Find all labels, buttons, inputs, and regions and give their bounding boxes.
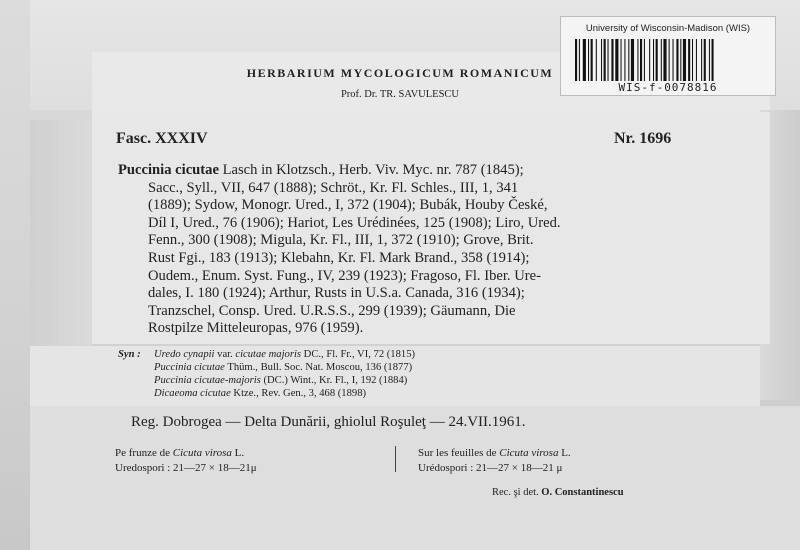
professor-name: Prof. Dr. TR. SAVULESCU: [340, 89, 460, 100]
synonym-row: Syn : Uredo cynapii var. cicutae majoris DC., Fl. Fr., VI, 72 (1815): [118, 349, 416, 360]
citation-line: dales, I. 180 (1924); Arthur, Rusts in U.S.a. Canada, 316 (1934);: [148, 285, 525, 302]
citation-line: Sacc., Syll., VII, 647 (1888); Schröt., Kr. Fl. Schles., III, 1, 341: [148, 179, 519, 196]
citation-line: Fenn., 300 (1908); Migula, Kr. Fl., III, 1, 372 (1910); Grove, Brit.: [148, 232, 534, 249]
synonym-list: [118, 348, 415, 400]
species-name: Puccinia cicutae: [118, 162, 219, 178]
synonym-row: Puccinia cicutae-majoris (DC.) Wint., Kr. Fl., I, 192 (1884): [154, 375, 408, 386]
specimen-number: Nr. 1696: [614, 130, 672, 147]
citation-line: Oudem., Enum. Syst. Fung., IV, 239 (1923); Fragoso, Fl. Iber. Ure-: [148, 267, 541, 284]
host-romanian: Pe frunze de Cicuta virosa L.: [115, 447, 245, 459]
barcode-number: WIS-f-0078816: [618, 81, 718, 94]
citation-line: Puccinia cicutae Lasch in Klotzsch., Herb. Viv. Myc. nr. 787 (1845);: [118, 162, 524, 178]
collector: Rec. şi det. O. Constantinescu: [492, 487, 624, 498]
citation-block: [118, 162, 678, 338]
fascicle-number: Fasc. XXXIV: [116, 130, 208, 147]
synonym-label: Syn :: [118, 349, 141, 360]
citation-line: Rostpilze Mitteleuropas, 976 (1959).: [148, 320, 364, 337]
uredospore-romanian: Uredospori : 21—27 × 18—21μ: [115, 462, 257, 474]
column-divider: [395, 446, 396, 472]
synonym-row: Dicaeoma cicutae Ktze., Rev. Gen., 3, 468 (1898): [154, 388, 367, 399]
synonym-row: Puccinia cicutae Thüm., Bull. Soc. Nat. Moscou, 136 (1877): [154, 362, 413, 373]
locality: Reg. Dobrogea — Delta Dunării, ghiolul Roşuleţ — 24.VII.1961.: [131, 414, 526, 430]
barcode-label: [560, 16, 776, 96]
citation-line: (1889); Sydow, Monogr. Ured., I, 372 (1904); Bubák, Houby České,: [148, 197, 548, 214]
citation-line: Rust Fgi., 183 (1913); Klebahn, Kr. Fl. Mark Brand., 358 (1914);: [148, 249, 530, 266]
uredospore-french: Urédospori : 21—27 × 18—21 μ: [418, 462, 563, 474]
citation-line: Díl I, Ured., 76 (1906); Hariot, Les Urédinées, 125 (1908); Liro, Ured.: [148, 214, 561, 231]
herbarium-title: HERBARIUM MYCOLOGICUM ROMANICUM: [246, 66, 554, 80]
host-french: Sur les feuilles de Cicuta virosa L.: [418, 447, 571, 459]
institution-name: University of Wisconsin-Madison (WIS): [585, 23, 751, 34]
citation-line: Tranzschel, Consp. Ured. U.R.S.S., 299 (1939); Gäumann, Die: [148, 302, 516, 319]
